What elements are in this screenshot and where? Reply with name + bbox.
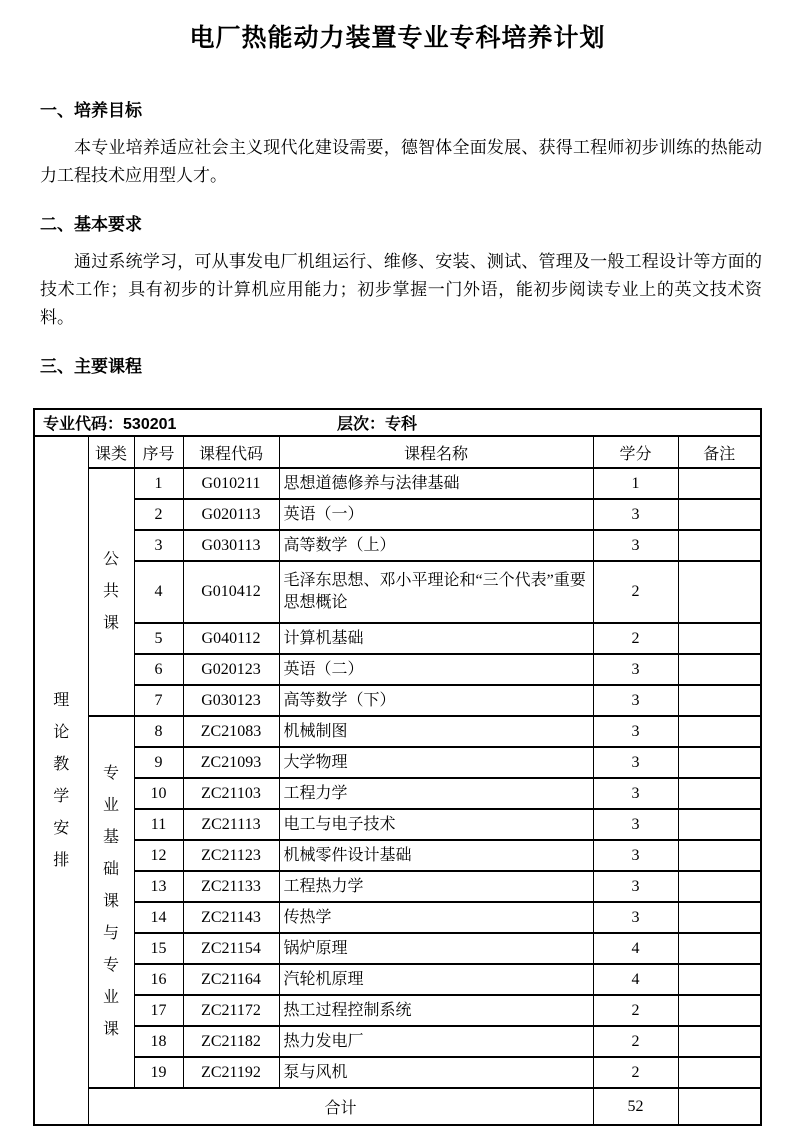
- course-credits: 2: [593, 561, 678, 623]
- course-remark: [678, 871, 761, 902]
- course-code: ZC21182: [183, 1026, 279, 1057]
- course-no: 4: [134, 561, 183, 623]
- course-name: 电工与电子技术: [279, 809, 593, 840]
- table-row: [34, 623, 761, 654]
- table-row: [34, 530, 761, 561]
- category-label: 公共课: [102, 551, 119, 632]
- table-row: [34, 778, 761, 809]
- total-credits: 52: [593, 1088, 678, 1125]
- table-row: [34, 933, 761, 964]
- course-credits: 3: [593, 809, 678, 840]
- table-row: [34, 809, 761, 840]
- course-credits: 3: [593, 840, 678, 871]
- table-header-row: [34, 436, 761, 468]
- course-name: 工程力学: [279, 778, 593, 809]
- category-label: 专业基础课与专业课: [102, 765, 119, 1038]
- column-header-remark: 备注: [678, 436, 761, 468]
- course-name: 锅炉原理: [279, 933, 593, 964]
- course-credits: 3: [593, 871, 678, 902]
- course-name: 工程热力学: [279, 871, 593, 902]
- course-name: 英语（二）: [279, 654, 593, 685]
- course-credits: 4: [593, 933, 678, 964]
- side-header-label: 理论教学安排: [53, 691, 70, 869]
- course-name: 高等数学（下）: [279, 685, 593, 716]
- course-remark: [678, 902, 761, 933]
- course-no: 15: [134, 933, 183, 964]
- table-row: [34, 685, 761, 716]
- course-no: 12: [134, 840, 183, 871]
- meta-cell: [34, 409, 761, 436]
- course-remark: [678, 778, 761, 809]
- course-name: 热力发电厂: [279, 1026, 593, 1057]
- table-row: [34, 902, 761, 933]
- section-body-requirements: 通过系统学习，可从事发电厂机组运行、维修、安装、测试、管理及一般工程设计等方面的技术工作；具有初步的计算机应用能力；初步掌握一门外语，能初步阅读专业上的英文技术资料。: [40, 252, 762, 327]
- course-no: 7: [134, 685, 183, 716]
- course-credits: 3: [593, 530, 678, 561]
- course-credits: 2: [593, 623, 678, 654]
- course-remark: [678, 468, 761, 499]
- course-credits: 1: [593, 468, 678, 499]
- course-credits: 4: [593, 964, 678, 995]
- page-title: 电厂热能动力装置专业专科培养计划: [189, 24, 606, 52]
- column-header-credits: 学分: [593, 436, 678, 468]
- course-no: 13: [134, 871, 183, 902]
- column-header-no: 序号: [134, 436, 183, 468]
- table-row: [34, 468, 761, 499]
- course-remark: [678, 654, 761, 685]
- course-remark: [678, 933, 761, 964]
- course-remark: [678, 1026, 761, 1057]
- course-no: 9: [134, 747, 183, 778]
- section-heading-goal: 一、培养目标: [40, 101, 142, 120]
- course-no: 10: [134, 778, 183, 809]
- course-code: G010412: [183, 561, 279, 623]
- course-name: 英语（一）: [279, 499, 593, 530]
- course-credits: 3: [593, 902, 678, 933]
- course-code: ZC21083: [183, 716, 279, 747]
- table-row: [34, 840, 761, 871]
- course-code: G030123: [183, 685, 279, 716]
- course-name: 思想道德修养与法律基础: [279, 468, 593, 499]
- course-name: 汽轮机原理: [279, 964, 593, 995]
- total-label: 合计: [88, 1088, 593, 1125]
- section-body-goal: 本专业培养适应社会主义现代化建设需要，德智体全面发展、获得工程师初步训练的热能动力工程技术应用型人才。: [40, 138, 762, 185]
- table-row: [34, 1057, 761, 1088]
- category-cell-professional: [88, 716, 134, 1088]
- course-no: 1: [134, 468, 183, 499]
- course-code: ZC21133: [183, 871, 279, 902]
- course-remark: [678, 840, 761, 871]
- course-name: 计算机基础: [279, 623, 593, 654]
- course-remark: [678, 499, 761, 530]
- course-no: 2: [134, 499, 183, 530]
- table-row: [34, 716, 761, 747]
- category-cell-public: [88, 468, 134, 716]
- course-code: G040112: [183, 623, 279, 654]
- table-row: [34, 499, 761, 530]
- course-no: 3: [134, 530, 183, 561]
- table-row: [34, 561, 761, 623]
- level-label: 层次：: [337, 416, 386, 433]
- table-row: [34, 654, 761, 685]
- curriculum-table: [33, 408, 762, 1126]
- course-remark: [678, 716, 761, 747]
- section-heading-courses: 三、主要课程: [40, 357, 142, 376]
- course-name: 大学物理: [279, 747, 593, 778]
- column-header-code: 课程代码: [183, 436, 279, 468]
- course-remark: [678, 1057, 761, 1088]
- course-credits: 3: [593, 499, 678, 530]
- course-no: 19: [134, 1057, 183, 1088]
- course-code: G020123: [183, 654, 279, 685]
- course-name: 热工过程控制系统: [279, 995, 593, 1026]
- table-row: [34, 747, 761, 778]
- course-code: G020113: [183, 499, 279, 530]
- column-header-name: 课程名称: [279, 436, 593, 468]
- course-credits: 3: [593, 654, 678, 685]
- table-row: [34, 995, 761, 1026]
- course-no: 5: [134, 623, 183, 654]
- column-header-category: 课类: [88, 436, 134, 468]
- table-meta-row: [34, 409, 761, 436]
- side-header-cell: [34, 436, 88, 1125]
- course-credits: 3: [593, 778, 678, 809]
- course-credits: 2: [593, 995, 678, 1026]
- course-code: ZC21113: [183, 809, 279, 840]
- course-code: ZC21164: [183, 964, 279, 995]
- course-code: ZC21192: [183, 1057, 279, 1088]
- level-value: 专科: [385, 416, 418, 433]
- course-credits: 3: [593, 716, 678, 747]
- course-name: 毛泽东思想、邓小平理论和“三个代表”重要思想概论: [279, 561, 593, 623]
- course-credits: 2: [593, 1057, 678, 1088]
- course-no: 17: [134, 995, 183, 1026]
- course-remark: [678, 685, 761, 716]
- course-name: 泵与风机: [279, 1057, 593, 1088]
- total-remark: [678, 1088, 761, 1125]
- course-code: G030113: [183, 530, 279, 561]
- course-remark: [678, 747, 761, 778]
- course-remark: [678, 561, 761, 623]
- section-heading-requirements: 二、基本要求: [40, 215, 142, 234]
- course-no: 11: [134, 809, 183, 840]
- course-no: 16: [134, 964, 183, 995]
- course-remark: [678, 995, 761, 1026]
- course-code: ZC21103: [183, 778, 279, 809]
- course-remark: [678, 809, 761, 840]
- course-no: 8: [134, 716, 183, 747]
- course-credits: 3: [593, 685, 678, 716]
- course-name: 高等数学（上）: [279, 530, 593, 561]
- course-code: ZC21172: [183, 995, 279, 1026]
- course-no: 6: [134, 654, 183, 685]
- total-row: [34, 1088, 761, 1125]
- course-code: G010211: [183, 468, 279, 499]
- table-row: [34, 1026, 761, 1057]
- major-code-label: 专业代码：: [43, 416, 124, 433]
- course-remark: [678, 530, 761, 561]
- table-row: [34, 964, 761, 995]
- course-no: 14: [134, 902, 183, 933]
- course-code: ZC21143: [183, 902, 279, 933]
- course-name: 传热学: [279, 902, 593, 933]
- course-code: ZC21123: [183, 840, 279, 871]
- table-row: [34, 871, 761, 902]
- course-remark: [678, 623, 761, 654]
- course-credits: 2: [593, 1026, 678, 1057]
- course-remark: [678, 964, 761, 995]
- course-name: 机械零件设计基础: [279, 840, 593, 871]
- course-no: 18: [134, 1026, 183, 1057]
- major-code-value: 530201: [123, 416, 177, 433]
- course-code: ZC21154: [183, 933, 279, 964]
- course-code: ZC21093: [183, 747, 279, 778]
- course-name: 机械制图: [279, 716, 593, 747]
- course-credits: 3: [593, 747, 678, 778]
